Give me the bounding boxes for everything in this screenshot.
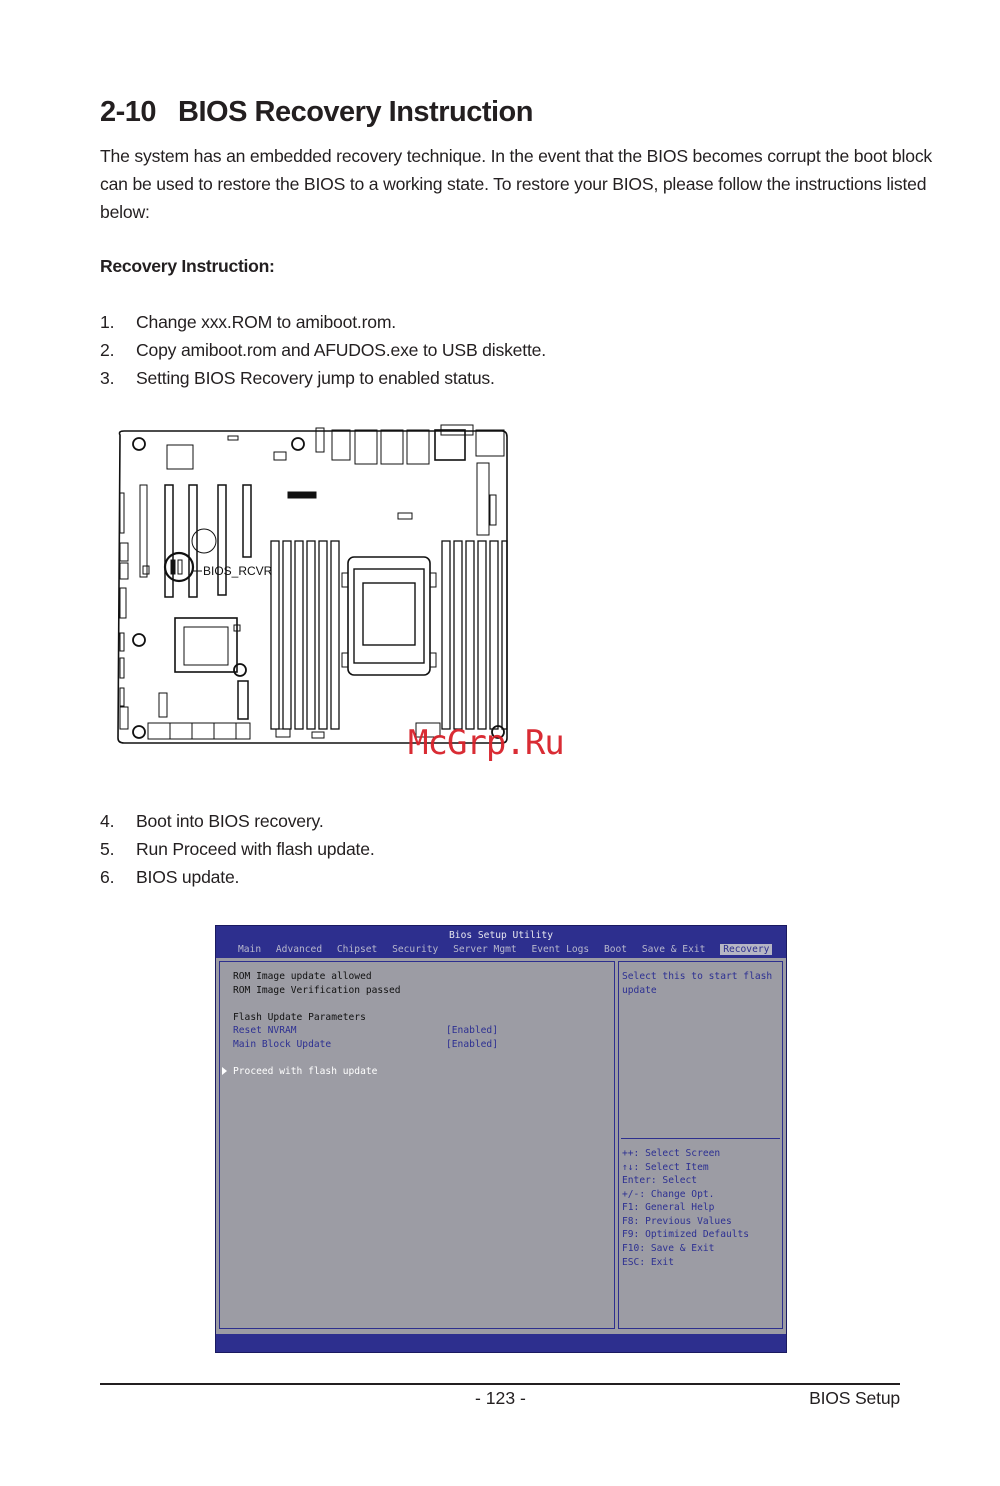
- help-divider: [621, 1138, 780, 1139]
- step-text: Copy amiboot.rom and AFUDOS.exe to USB diskette.: [136, 340, 546, 360]
- main-block-update-value[interactable]: [Enabled]: [446, 1039, 498, 1050]
- bios-screenshot: [215, 925, 787, 1353]
- bios-tab-security[interactable]: Security: [392, 944, 439, 955]
- step-number: 5.: [100, 839, 115, 859]
- motherboard-diagram: [110, 423, 515, 753]
- key-hint: ESC: Exit: [622, 1257, 674, 1268]
- step-text: Run Proceed with flash update.: [136, 839, 375, 859]
- recovery-subheading: Recovery Instruction:: [100, 256, 275, 276]
- jumper-label: BIOS_RCVR: [203, 564, 273, 578]
- bios-tab-event-logs[interactable]: Event Logs: [531, 944, 590, 955]
- key-hint: F10: Save & Exit: [622, 1243, 715, 1254]
- step-number: 4.: [100, 811, 115, 831]
- rom-update-status: ROM Image update allowed: [233, 971, 372, 982]
- main-block-update-option[interactable]: Main Block Update: [233, 1039, 332, 1050]
- bios-tab-recovery[interactable]: Recovery: [720, 944, 772, 955]
- step-text: BIOS update.: [136, 867, 240, 887]
- bios-help-panel: [618, 961, 783, 1329]
- step-number: 2.: [100, 340, 115, 360]
- flash-params-heading: Flash Update Parameters: [233, 1012, 366, 1023]
- intro-line: below:: [100, 201, 150, 222]
- bios-tab-save-exit[interactable]: Save & Exit: [641, 944, 706, 955]
- key-hint: ↑↓: Select Item: [622, 1162, 709, 1173]
- proceed-flash-update-option[interactable]: Proceed with flash update: [233, 1066, 378, 1077]
- footer-section-name: BIOS Setup: [809, 1388, 900, 1408]
- rom-verification-status: ROM Image Verification passed: [233, 985, 401, 996]
- section-number: 2-10: [100, 96, 157, 128]
- section-heading: [100, 96, 533, 129]
- step-text: Change xxx.ROM to amiboot.rom.: [136, 312, 396, 332]
- intro-line: The system has an embedded recovery technique. In the event that the BIOS becomes corrupt the boot block: [100, 146, 933, 166]
- step-text: Boot into BIOS recovery.: [136, 811, 324, 831]
- step-number: 1.: [100, 312, 115, 332]
- help-text: Select this to start flash: [622, 971, 773, 982]
- bios-header-bar: [216, 926, 786, 958]
- bios-tab-advanced[interactable]: Advanced: [275, 944, 323, 955]
- key-hint: F1: General Help: [622, 1202, 715, 1213]
- reset-nvram-option[interactable]: Reset NVRAM: [233, 1025, 297, 1036]
- page-number: - 123 -: [475, 1388, 526, 1408]
- key-hint: F8: Previous Values: [622, 1216, 732, 1227]
- bios-title: Bios Setup Utility: [449, 930, 553, 941]
- key-hint: Enter: Select: [622, 1175, 698, 1186]
- bios-tab-server-mgmt[interactable]: Server Mgmt: [453, 944, 517, 955]
- intro-line: can be used to restore the BIOS to a working state. To restore your BIOS, please follow the instructions listed: [100, 173, 927, 194]
- footer-divider: [100, 1383, 900, 1385]
- key-hint: +/-: Change Opt.: [622, 1189, 715, 1200]
- key-hint: F9: Optimized Defaults: [622, 1229, 750, 1240]
- step-text: Setting BIOS Recovery jump to enabled status.: [136, 368, 495, 388]
- bios-tab-boot[interactable]: Boot: [603, 944, 628, 955]
- bios-tab-main[interactable]: Main: [238, 944, 262, 955]
- step-number: 3.: [100, 368, 115, 388]
- step-number: 6.: [100, 867, 115, 887]
- section-title: BIOS Recovery Instruction: [178, 96, 533, 128]
- intro-paragraph: [100, 143, 933, 226]
- bios-settings-panel: [219, 961, 615, 1329]
- selection-arrow-icon: [222, 1067, 227, 1075]
- key-hint: ++: Select Screen: [622, 1148, 721, 1159]
- bios-tab-chipset[interactable]: Chipset: [336, 944, 378, 955]
- reset-nvram-value[interactable]: [Enabled]: [446, 1025, 498, 1036]
- watermark: McGrp.Ru: [408, 723, 564, 763]
- bios-menu-bar: [238, 944, 772, 955]
- help-text: update: [622, 985, 657, 996]
- bios-footer-bar: [216, 1334, 786, 1352]
